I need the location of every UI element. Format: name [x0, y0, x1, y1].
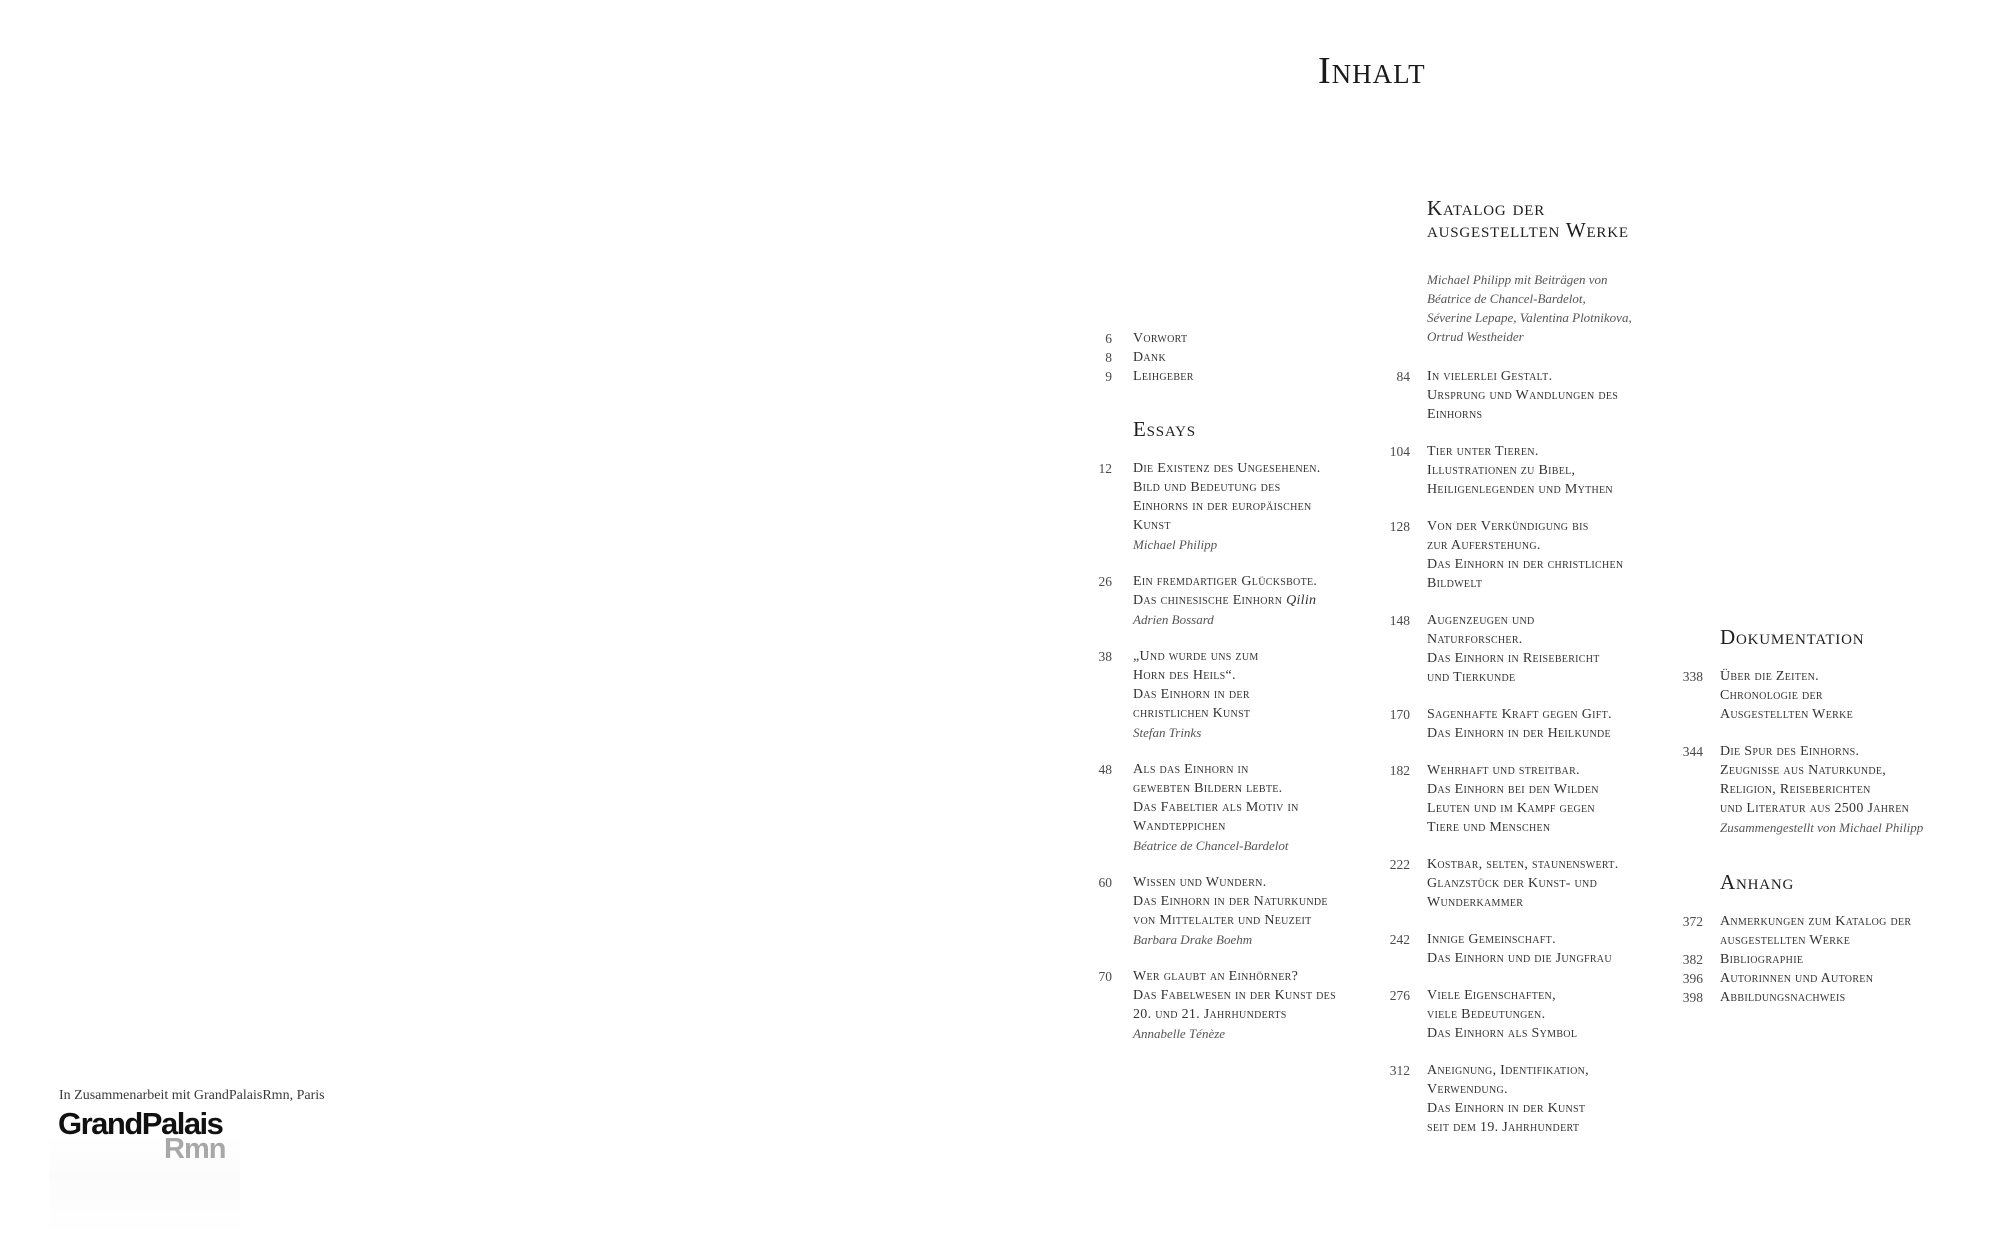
- toc-entry-essay[interactable]: [1100, 572, 1400, 647]
- page-number: 48: [1098, 762, 1112, 777]
- page-number: 222: [1389, 857, 1410, 872]
- entry-title-line: Wer glaubt an Einhörner?: [1133, 969, 1299, 984]
- logo-text-sub: Rmn: [164, 1133, 226, 1165]
- entry-author: Béatrice de Chancel-Bardelot: [1133, 838, 1289, 853]
- entry-author: Stefan Trinks: [1133, 725, 1202, 740]
- toc-entry-katalog[interactable]: [1380, 1061, 1680, 1155]
- toc-entry-vorwort[interactable]: [1100, 329, 1380, 348]
- entry-title-line: von Mittelalter und Neuzeit: [1133, 913, 1312, 928]
- entry-title-line: und Literatur aus 2500 Jahren: [1720, 801, 1910, 816]
- collaboration-credit: In Zusammenarbeit mit GrandPalaisRmn, Paris: [59, 1088, 325, 1103]
- entry-title-line: Augenzeugen und: [1427, 613, 1535, 628]
- entry-title-line: Ausgestellten Werke: [1720, 707, 1854, 722]
- toc-entry-katalog[interactable]: [1380, 611, 1680, 705]
- entry-title-line: Das Einhorn in der: [1133, 687, 1250, 702]
- page-number: 396: [1682, 971, 1703, 986]
- contributor-line: Michael Philipp mit Beiträgen von: [1427, 272, 1608, 287]
- toc-entry-katalog[interactable]: [1380, 517, 1680, 611]
- entry-title-line: Illustrationen zu Bibel,: [1427, 463, 1576, 478]
- entry-author: Zusammengestellt von Michael Philipp: [1720, 820, 1924, 835]
- entry-author: Michael Philipp: [1133, 537, 1218, 552]
- page-number: 38: [1098, 649, 1112, 664]
- dokumentation-list: [1673, 667, 1973, 842]
- entry-title: Dank: [1133, 350, 1166, 365]
- entry-title-line: Bildwelt: [1427, 576, 1483, 591]
- entry-title-line: Horn des Heils“.: [1133, 668, 1236, 683]
- entry-title-line: gewebten Bildern lebte.: [1133, 781, 1283, 796]
- essays-list: [1100, 459, 1400, 1061]
- katalog-heading-line: Katalog der: [1427, 196, 1546, 220]
- page-number: 70: [1098, 969, 1112, 984]
- toc-entry-dokumentation[interactable]: [1673, 667, 1973, 742]
- entry-title-line: Sagenhafte Kraft gegen Gift.: [1427, 707, 1612, 722]
- page-number: 338: [1682, 669, 1703, 684]
- page-number: 372: [1682, 914, 1703, 929]
- entry-title-line: Das Einhorn in Reisebericht: [1427, 651, 1600, 666]
- toc-entry-anhang[interactable]: [1673, 988, 1973, 1007]
- entry-title-line: Das Einhorn in der Kunst: [1427, 1101, 1586, 1116]
- katalog-heading-line: ausgestellten Werke: [1427, 218, 1629, 242]
- toc-entry-anhang[interactable]: [1673, 912, 1973, 950]
- page-title: Inhalt: [1318, 50, 1426, 92]
- page-number: 242: [1389, 932, 1410, 947]
- page-number: 26: [1098, 574, 1112, 589]
- entry-title-line: Bibliographie: [1720, 952, 1804, 967]
- entry-title-line: Autorinnen und Autoren: [1720, 971, 1874, 986]
- contributor-line: Séverine Lepape, Valentina Plotnikova,: [1427, 310, 1632, 325]
- entry-title-line: Die Spur des Einhorns.: [1720, 744, 1860, 759]
- entry-title: Leihgeber: [1133, 369, 1194, 384]
- entry-author: Adrien Bossard: [1133, 612, 1214, 627]
- page-number: 8: [1105, 350, 1112, 365]
- page-number: 398: [1682, 990, 1703, 1005]
- entry-title-line: Das Einhorn in der Heilkunde: [1427, 726, 1611, 741]
- entry-title-line: Tier unter Tieren.: [1427, 444, 1539, 459]
- entry-title-line: Leuten und im Kampf gegen: [1427, 801, 1595, 816]
- entry-title-line: Wehrhaft und streitbar.: [1427, 763, 1580, 778]
- toc-entry-katalog[interactable]: [1380, 930, 1680, 986]
- entry-title-line: Wunderkammer: [1427, 895, 1524, 910]
- katalog-contributors: [1427, 270, 1632, 346]
- entry-title-line: [1133, 591, 1317, 610]
- page-number: 276: [1389, 988, 1410, 1003]
- entry-title-line: Von der Verkündigung bis: [1427, 519, 1589, 534]
- entry-title: Vorwort: [1133, 331, 1188, 346]
- page-number: 170: [1389, 707, 1410, 722]
- toc-entry-katalog[interactable]: [1380, 705, 1680, 761]
- page-number: 9: [1105, 369, 1112, 384]
- entry-title-line: Einhorns in der europäischen: [1133, 499, 1312, 514]
- section-heading-dokumentation: Dokumentation: [1720, 625, 1865, 649]
- entry-title-line: Ursprung und Wandlungen des: [1427, 388, 1619, 403]
- entry-title-line: Bild und Bedeutung des: [1133, 480, 1281, 495]
- toc-entry-anhang[interactable]: [1673, 969, 1973, 988]
- katalog-list: [1380, 367, 1680, 1155]
- entry-title-line: und Tierkunde: [1427, 670, 1516, 685]
- entry-title-line: Das Einhorn bei den Wilden: [1427, 782, 1599, 797]
- page-number: 6: [1105, 331, 1112, 346]
- entry-title-line: Über die Zeiten.: [1720, 669, 1819, 684]
- page-number: 312: [1389, 1063, 1410, 1078]
- entry-title-line: Heiligenlegenden und Mythen: [1427, 482, 1613, 497]
- entry-title-line: Tiere und Menschen: [1427, 820, 1551, 835]
- entry-title-line: Viele Eigenschaften,: [1427, 988, 1556, 1003]
- entry-title-line: Kostbar, selten, staunenswert.: [1427, 857, 1619, 872]
- toc-entry-dokumentation[interactable]: [1673, 742, 1973, 842]
- entry-title-line: Das Einhorn in der Naturkunde: [1133, 894, 1328, 909]
- page-number: 182: [1389, 763, 1410, 778]
- entry-title-line: Glanzstück der Kunst- und: [1427, 876, 1598, 891]
- toc-entry-essay[interactable]: [1100, 760, 1400, 873]
- toc-entry-katalog[interactable]: [1380, 367, 1680, 442]
- entry-title-line: Ein fremdartiger Glücksbote.: [1133, 574, 1318, 589]
- entry-title-line: Als das Einhorn in: [1133, 762, 1249, 777]
- toc-entry-katalog[interactable]: [1380, 761, 1680, 855]
- toc-entry-essay[interactable]: [1100, 967, 1400, 1061]
- entry-title-line: Das Einhorn als Symbol: [1427, 1026, 1578, 1041]
- section-heading-anhang: Anhang: [1720, 870, 1795, 894]
- entry-title-line: Kunst: [1133, 518, 1171, 533]
- toc-entry-anhang[interactable]: [1673, 950, 1973, 969]
- entry-title-line: Das Fabelwesen in der Kunst des: [1133, 988, 1336, 1003]
- entry-title-line: christlichen Kunst: [1133, 706, 1251, 721]
- entry-author: Barbara Drake Boehm: [1133, 932, 1253, 947]
- grandpalais-rmn-logo: [58, 1108, 258, 1188]
- entry-title-line: Wissen und Wundern.: [1133, 875, 1267, 890]
- entry-author: Annabelle Ténèze: [1133, 1026, 1226, 1041]
- entry-title-line: Das Fabeltier als Motiv in: [1133, 800, 1299, 815]
- entry-title-line: Das Einhorn in der christlichen: [1427, 557, 1624, 572]
- page-number: 148: [1389, 613, 1410, 628]
- entry-title-line: Verwendung.: [1427, 1082, 1508, 1097]
- entry-title-line: Abbildungsnachweis: [1720, 990, 1846, 1005]
- entry-title-line: viele Bedeutungen.: [1427, 1007, 1546, 1022]
- section-heading-essays: Essays: [1133, 417, 1196, 441]
- page-number: 344: [1682, 744, 1703, 759]
- toc-entry-essay[interactable]: [1100, 459, 1400, 572]
- page-number: 104: [1389, 444, 1410, 459]
- entry-title-line: Die Existenz des Ungesehenen.: [1133, 461, 1321, 476]
- page-number: 128: [1389, 519, 1410, 534]
- entry-title-line: zur Auferstehung.: [1427, 538, 1541, 553]
- toc-entry-katalog[interactable]: [1380, 442, 1680, 517]
- toc-entry-katalog[interactable]: [1380, 986, 1680, 1061]
- entry-title-line: ausgestellten Werke: [1720, 933, 1851, 948]
- toc-entry-essay[interactable]: [1100, 873, 1400, 967]
- contributor-line: Béatrice de Chancel-Bardelot,: [1427, 291, 1586, 306]
- entry-title-line: Anmerkungen zum Katalog der: [1720, 914, 1912, 929]
- toc-entry-katalog[interactable]: [1380, 855, 1680, 930]
- entry-title-line: Zeugnisse aus Naturkunde,: [1720, 763, 1887, 778]
- anhang-list: [1673, 912, 1973, 1007]
- contributor-line: Ortrud Westheider: [1427, 329, 1524, 344]
- page-number: 12: [1098, 461, 1112, 476]
- entry-title-italic: Qilin: [1286, 593, 1317, 608]
- page-number: 60: [1098, 875, 1112, 890]
- entry-title-line: seit dem 19. Jahrhundert: [1427, 1120, 1580, 1135]
- page-number: 84: [1396, 369, 1410, 384]
- entry-title-line: Das Einhorn und die Jungfrau: [1427, 951, 1612, 966]
- entry-title-line: Innige Gemeinschaft.: [1427, 932, 1556, 947]
- logo-text-main: GrandPalais: [58, 1106, 223, 1141]
- toc-entry-dank[interactable]: [1100, 348, 1380, 367]
- entry-title-text: Das chinesische Einhorn: [1133, 593, 1283, 608]
- page-number: 382: [1682, 952, 1703, 967]
- section-heading-katalog: [1427, 197, 1629, 241]
- entry-title-line: Wandteppichen: [1133, 819, 1226, 834]
- entry-title-line: Aneignung, Identifikation,: [1427, 1063, 1589, 1078]
- entry-title-line: „Und wurde uns zum: [1133, 649, 1259, 664]
- entry-title-line: Einhorns: [1427, 407, 1483, 422]
- toc-column-left: [1100, 329, 1380, 386]
- entry-title-line: In vielerlei Gestalt.: [1427, 369, 1553, 384]
- entry-title-line: 20. und 21. Jahrhunderts: [1133, 1007, 1287, 1022]
- toc-entry-leihgeber[interactable]: [1100, 367, 1380, 386]
- toc-entry-essay[interactable]: [1100, 647, 1400, 760]
- entry-title-line: Chronologie der: [1720, 688, 1823, 703]
- entry-title-line: Naturforscher.: [1427, 632, 1523, 647]
- entry-title-line: Religion, Reiseberichten: [1720, 782, 1871, 797]
